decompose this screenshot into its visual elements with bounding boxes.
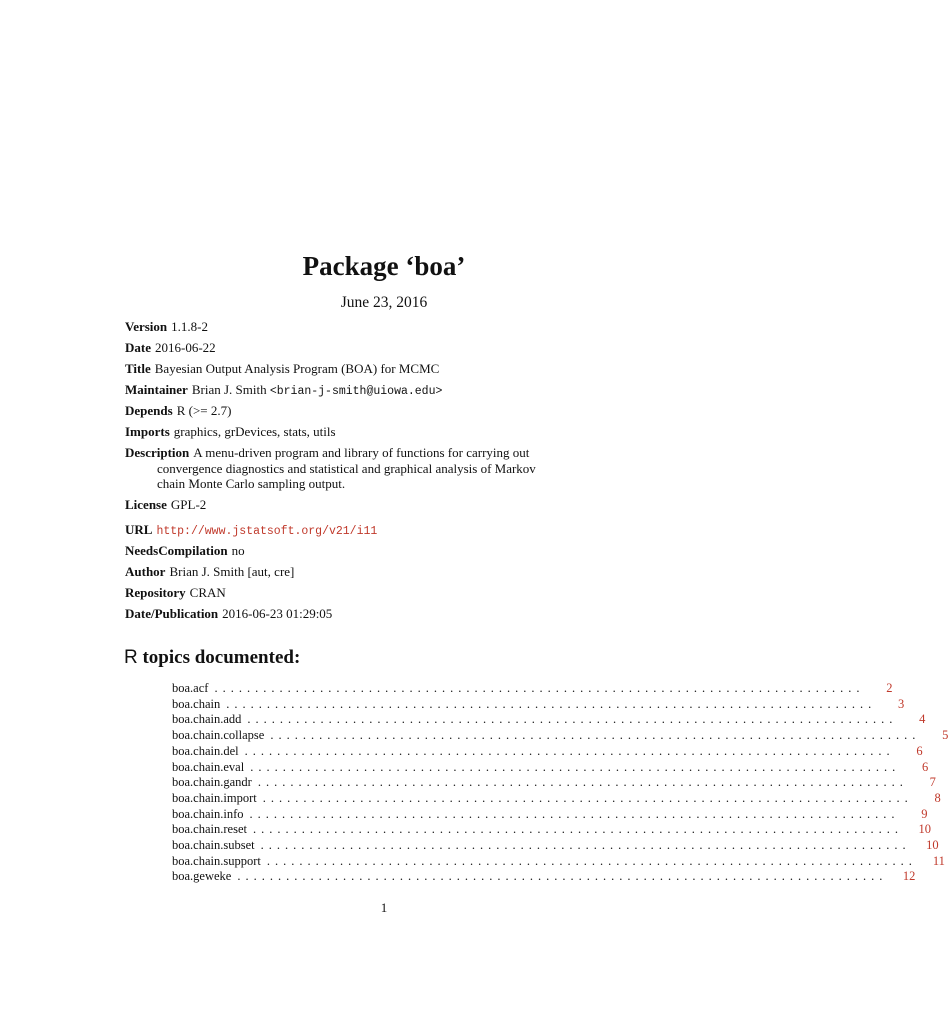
field-url: URL http://www.jstatsoft.org/v21/i11 xyxy=(125,522,378,538)
toc-row[interactable]: boa.chain.subset ................................................................................ 10 xyxy=(172,838,939,852)
section-heading: R topics documented: xyxy=(124,647,301,668)
toc-leader-dots: ................................................................................ xyxy=(270,728,921,743)
field-needs-compilation: NeedsCompilation no xyxy=(125,543,245,558)
url-link[interactable]: http://www.jstatsoft.org/v21/i11 xyxy=(156,525,378,538)
field-version: Version 1.1.8-2 xyxy=(125,319,208,334)
package-date: June 23, 2016 xyxy=(340,294,428,311)
field-author: Author Brian J. Smith [aut, cre] xyxy=(125,564,295,579)
toc-page-link[interactable]: 9 xyxy=(921,806,928,821)
page-number: 1 xyxy=(380,900,388,915)
toc-leader-dots: ................................................................................ xyxy=(214,681,865,695)
field-imports: Imports graphics, grDevices, stats, utils xyxy=(125,424,336,439)
toc-page-link[interactable]: 11 xyxy=(932,853,945,868)
toc-leader-dots: ................................................................................ xyxy=(247,712,898,727)
toc-leader-dots: ................................................................................ xyxy=(237,869,888,884)
toc-row[interactable]: boa.acf ................................................................................ 2 xyxy=(172,681,893,695)
toc-page-link[interactable]: 12 xyxy=(902,869,916,884)
toc-row[interactable]: boa.chain ................................................................................ 3 xyxy=(172,696,905,711)
toc-leader-dots: ................................................................................ xyxy=(266,853,917,868)
toc-page-link[interactable]: 4 xyxy=(919,712,926,727)
toc-row[interactable]: boa.chain.support ................................................................................ 11 xyxy=(172,853,945,868)
field-license: License GPL-2 xyxy=(125,497,207,512)
toc-page-link[interactable]: 3 xyxy=(898,696,905,711)
maintainer-email: <brian-j-smith@uiowa.edu> xyxy=(269,385,443,398)
toc-page-link[interactable]: 6 xyxy=(916,743,923,758)
field-date: Date 2016-06-22 xyxy=(125,340,216,355)
toc-page-link[interactable]: 6 xyxy=(921,759,929,774)
toc-page-link[interactable]: 10 xyxy=(926,838,939,852)
toc-page-link[interactable]: 2 xyxy=(886,681,893,695)
toc-row[interactable]: boa.chain.add ................................................................................ 4 xyxy=(172,712,926,727)
toc-row[interactable]: boa.chain.gandr ................................................................................ 7 xyxy=(172,775,936,790)
toc-leader-dots: ................................................................................ xyxy=(262,790,913,805)
toc-row[interactable]: boa.chain.eval ................................................................................ 6 xyxy=(172,759,929,774)
toc-row[interactable]: boa.chain.collapse ................................................................................ 5 xyxy=(172,728,948,743)
toc-page-link[interactable]: 5 xyxy=(942,728,948,743)
field-description: Description A menu-driven program and library of functions for carrying out convergence diagnostics and statistical and graphical analysis of Markov chain Monte Carlo sampling output. xyxy=(125,445,536,491)
field-date-publication: Date/Publication 2016-06-23 01:29:05 xyxy=(125,606,333,621)
toc-leader-dots: ................................................................................ xyxy=(249,806,900,821)
toc-row[interactable]: boa.geweke ................................................................................ 12 xyxy=(172,869,916,884)
toc-row[interactable]: boa.chain.info ................................................................................ 9 xyxy=(172,806,928,821)
package-title: Package ‘boa’ xyxy=(302,251,466,281)
field-depends: Depends R (>= 2.7) xyxy=(125,403,232,418)
toc-leader-dots: ................................................................................ xyxy=(252,822,903,837)
toc-leader-dots: ................................................................................ xyxy=(244,743,895,758)
toc-page-link[interactable]: 8 xyxy=(934,790,941,805)
toc-leader-dots: ................................................................................ xyxy=(250,759,901,774)
field-repository: Repository CRAN xyxy=(125,585,226,600)
toc-leader-dots: ................................................................................ xyxy=(257,775,908,790)
toc-row[interactable]: boa.chain.reset ................................................................................ 10 xyxy=(172,822,931,837)
toc-leader-dots: ................................................................................ xyxy=(260,838,911,852)
toc-row[interactable]: boa.chain.del ................................................................................ 6 xyxy=(172,743,923,758)
toc-row[interactable]: boa.chain.import ................................................................................ 8 xyxy=(172,790,941,805)
toc-page-link[interactable]: 10 xyxy=(918,822,931,837)
toc-page-link[interactable]: 7 xyxy=(929,775,936,790)
toc-leader-dots: ................................................................................ xyxy=(226,696,877,711)
field-maintainer: Maintainer Brian J. Smith <brian-j-smith@uiowa.edu> xyxy=(125,382,443,398)
field-title: Title Bayesian Output Analysis Program (BOA) for MCMC xyxy=(125,361,440,376)
